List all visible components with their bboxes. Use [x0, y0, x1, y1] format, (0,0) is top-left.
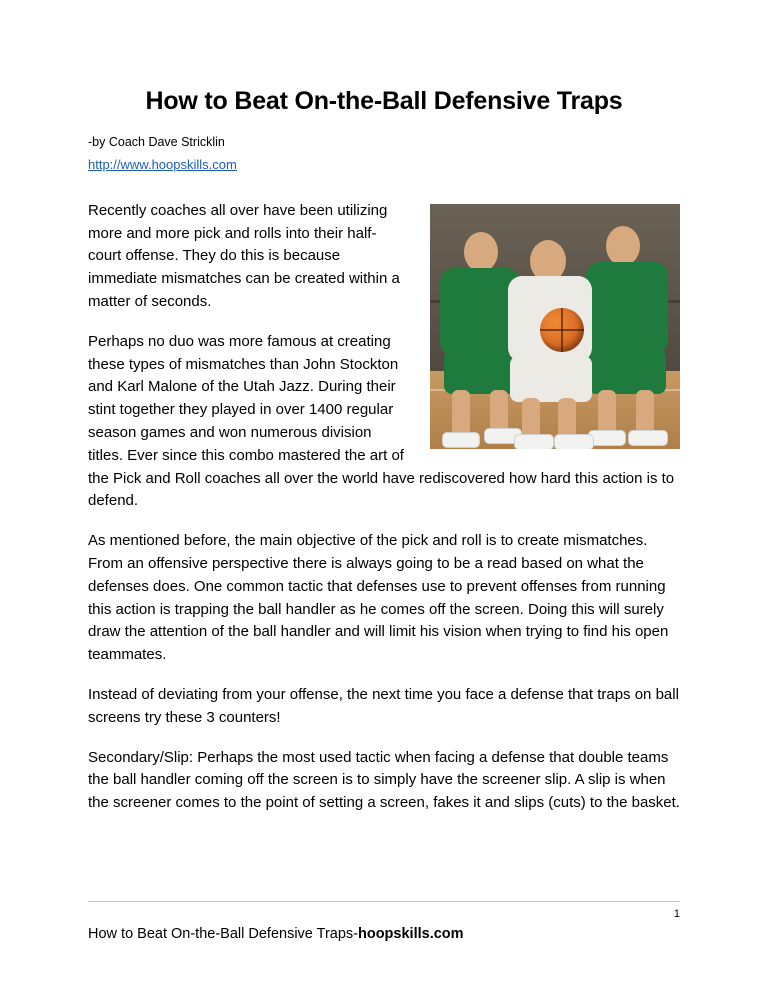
- player-leg-center-2: [558, 398, 576, 438]
- player-leg-right-2: [636, 390, 654, 436]
- player-head-right: [606, 226, 640, 266]
- player-shorts-right: [588, 348, 666, 394]
- player-shorts-left: [444, 350, 520, 394]
- player-shoe-center: [514, 434, 554, 449]
- player-jersey-right: [586, 262, 668, 354]
- page-footer: [88, 901, 680, 942]
- paragraph-4: Instead of deviating from your offense, the next time you face a defense that traps on ball screens try these 3 counters!: [88, 686, 679, 726]
- page-number: 1: [673, 908, 680, 920]
- player-shoe-right-2: [628, 430, 668, 446]
- player-leg-left: [452, 390, 470, 438]
- document-body: [88, 86, 680, 832]
- website-link[interactable]: http://www.hoopskills.com: [88, 156, 237, 172]
- player-head-left: [464, 232, 498, 272]
- footer-text: [88, 926, 680, 942]
- basketball-icon: [540, 308, 584, 352]
- player-leg-center: [522, 398, 540, 438]
- player-shorts-center: [510, 356, 592, 402]
- page-title: How to Beat On-the-Ball Defensive Traps: [145, 87, 623, 115]
- paragraph-3: As mentioned before, the main objective of the pick and roll is to create mismatches. From an offensive perspective there is always going to be a read based on what the defenses does. One common tactic that defenses use to prevent offenses from running this action is trapping the ball handler as he comes off the screen. Doing this will surely draw the attention of the ball handler and will limit his vision when trying to find his open teammates.: [88, 532, 669, 664]
- paragraph-2: Perhaps no duo was more famous at creating these types of mismatches than John Stockton and Karl Malone of the Utah Jazz. During their stint together they played in over 1400 regular season games and won numerous division titles. Ever since this combo mastered the art of the Pick and Roll coaches all over the world have rediscovered how hard this action is to defend.: [88, 332, 675, 510]
- player-shoe-left: [442, 432, 480, 448]
- footer-text-bold: hoopskills.com: [357, 926, 464, 942]
- paragraph-1: Recently coaches all over have been utilizing more and more pick and rolls into their half-court offense. They do this is because immediate mismatches can be created within a matter of seconds.: [88, 201, 400, 311]
- player-leg-right: [598, 390, 616, 436]
- paragraph-5: Secondary/Slip: Perhaps the most used tactic when facing a defense that double teams the ball handler coming off the screen is to simply have the screener slip. A slip is when the screener comes to the point of setting a screen, fakes it and slips (cuts) to the basket.: [88, 748, 680, 812]
- author-byline: -by Coach Dave Stricklin: [88, 135, 225, 149]
- basketball-photo: [430, 204, 680, 449]
- player-shoe-center-2: [554, 434, 594, 449]
- footer-divider: [88, 901, 680, 902]
- footer-text-plain: How to Beat On-the-Ball Defensive Traps-: [88, 926, 358, 942]
